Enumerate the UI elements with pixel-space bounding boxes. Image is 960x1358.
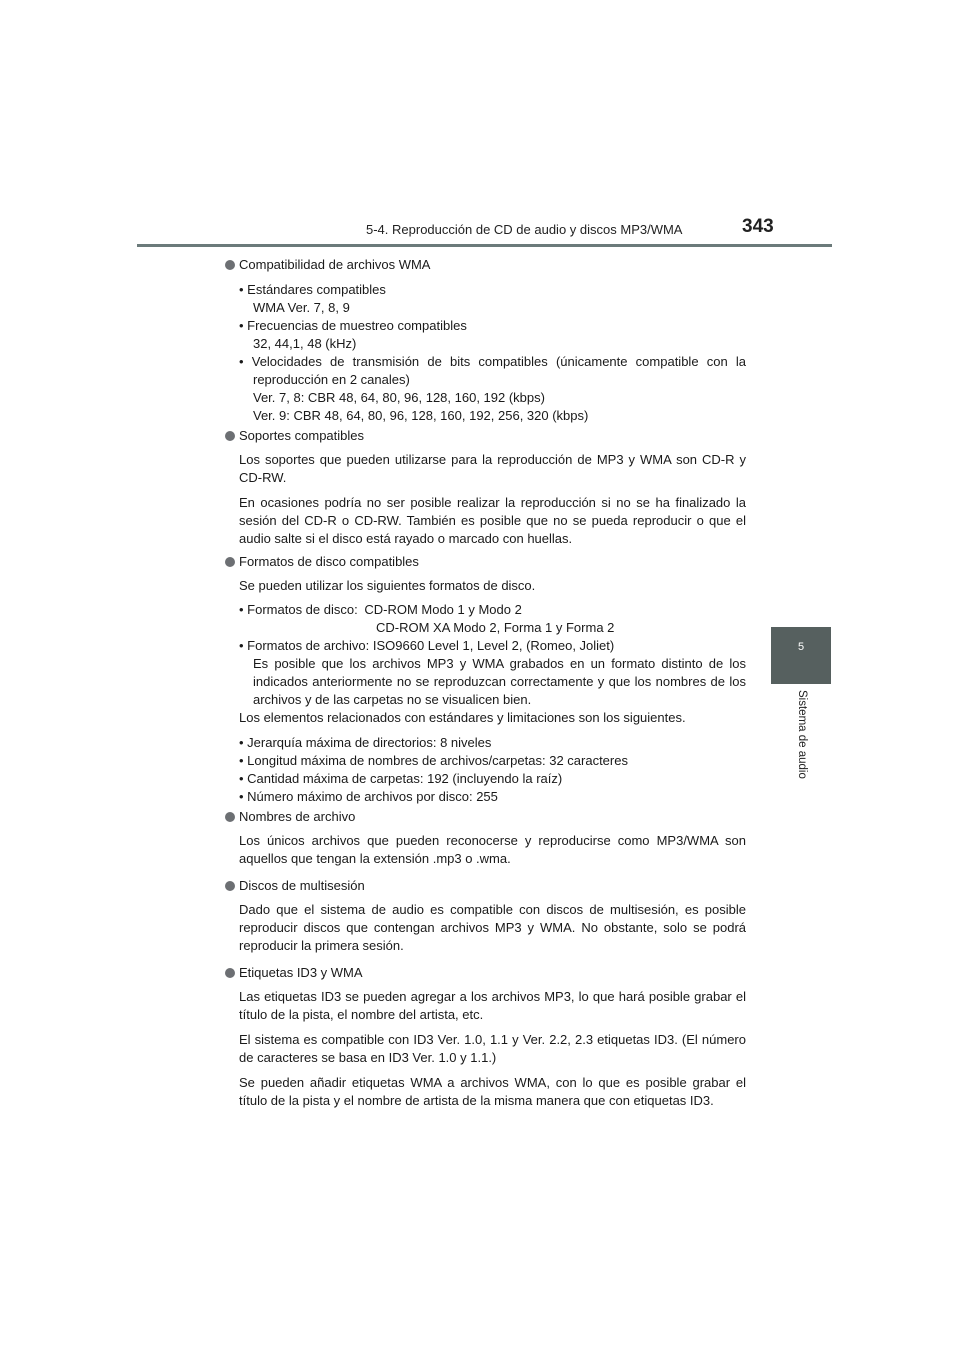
- list-item: • Velocidades de transmisión de bits compatibles (únicamente compatible con la reproducción en 2 canales) Ver. 7, 8: CBR 48, 64, 80, 96, 128, 160, 192 (kbps) Ver. 9: CBR 48, 64, 80, 96, 128, 160, 192, 256, 320 (kbps): [239, 354, 746, 423]
- bullet-icon: [225, 968, 235, 978]
- paragraph: Se pueden utilizar los siguientes formatos de disco.: [239, 578, 536, 593]
- section-title: Nombres de archivo: [225, 808, 746, 826]
- section-body: [225, 451, 746, 548]
- bullet-icon: [225, 260, 235, 270]
- list-item: • Longitud máxima de nombres de archivos/carpetas: 32 caracteres: [239, 753, 628, 768]
- list-item: • Estándares compatibles WMA Ver. 7, 8, 9: [239, 282, 386, 315]
- paragraph: Se pueden añadir etiquetas WMA a archivos WMA, con lo que es posible grabar el título de la pista y el nombre de artista de la misma manera que con etiquetas ID3.: [239, 1075, 746, 1108]
- list-item: • Formatos de archivo: ISO9660 Level 1, Level 2, (Romeo, Joliet): [239, 638, 615, 653]
- paragraph: Los soportes que pueden utilizarse para la reproducción de MP3 y WMA son CD-R y CD-RW.: [239, 452, 746, 485]
- page-number: 343: [742, 216, 774, 237]
- list-item: • Frecuencias de muestreo compatibles 32, 44,1, 48 (kHz): [239, 318, 467, 351]
- chapter-tab-number: 5: [797, 641, 805, 653]
- paragraph: El sistema es compatible con ID3 Ver. 1.0, 1.1 y Ver. 2.2, 2.3 etiquetas ID3. (El número de caracteres se basa en ID3 Ver. 1.0 y 1.1.): [239, 1032, 746, 1065]
- paragraph: Los elementos relacionados con estándares y limitaciones son los siguientes.: [239, 710, 686, 725]
- header-divider: [137, 244, 832, 247]
- paragraph: Dado que el sistema de audio es compatible con discos de multisesión, es posible reproducir discos que contengan archivos MP3 y WMA. No obstante, solo se podrá reproducir la primera sesión.: [239, 902, 746, 953]
- paragraph: Las etiquetas ID3 se pueden agregar a los archivos MP3, lo que hará posible grabar el título de la pista, el nombre del artista, etc.: [239, 989, 746, 1022]
- chapter-tab-label: Sistema de audio: [796, 690, 808, 779]
- section-tags: [225, 964, 746, 1110]
- page-content: [225, 255, 746, 1117]
- section-body: [225, 281, 746, 425]
- section-title: Soportes compatibles: [225, 427, 746, 445]
- section-multisession: [225, 877, 746, 955]
- section-title: Formatos de disco compatibles: [225, 553, 746, 571]
- section-media: [225, 427, 746, 548]
- bullet-icon: [225, 881, 235, 891]
- list-item: • Cantidad máxima de carpetas: 192 (incluyendo la raíz): [239, 771, 563, 786]
- chapter-tab: [771, 627, 831, 684]
- section-title: Etiquetas ID3 y WMA: [225, 964, 746, 982]
- list-item-continuation: CD-ROM XA Modo 2, Forma 1 y Forma 2: [376, 620, 615, 635]
- bullet-icon: [225, 557, 235, 567]
- bullet-icon: [225, 431, 235, 441]
- list-item: • Jerarquía máxima de directorios: 8 niveles: [239, 735, 492, 750]
- section-body: [225, 832, 746, 868]
- section-formats: [225, 553, 746, 806]
- list-item-note: Es posible que los archivos MP3 y WMA grabados en un formato distinto de los indicados anteriormente no se reproduzcan correctamente y que los nombres de los archivos y de las carpetas no se visualicen bien.: [253, 656, 746, 707]
- section-header-title: 5-4. Reproducción de CD de audio y discos MP3/WMA: [366, 222, 683, 237]
- list-item: • Número máximo de archivos por disco: 255: [239, 789, 498, 804]
- bullet-icon: [225, 812, 235, 822]
- section-body: [225, 901, 746, 955]
- paragraph: Los únicos archivos que pueden reconocerse y reproducirse como MP3/WMA son aquellos que tengan la extensión .mp3 o .wma.: [239, 833, 746, 866]
- section-wma: [225, 256, 746, 425]
- paragraph: En ocasiones podría no ser posible realizar la reproducción si no se ha finalizado la sesión del CD-R o CD-RW. También es posible que no se pueda reproducir o que el audio salte si el disco está rayado o marcado con huellas.: [239, 495, 746, 546]
- section-body: [225, 988, 746, 1110]
- section-title: Discos de multisesión: [225, 877, 746, 895]
- list-item: • Formatos de disco: CD-ROM Modo 1 y Modo 2: [239, 602, 522, 617]
- section-body: [225, 577, 746, 806]
- section-title: Compatibilidad de archivos WMA: [225, 256, 746, 274]
- section-filenames: [225, 808, 746, 868]
